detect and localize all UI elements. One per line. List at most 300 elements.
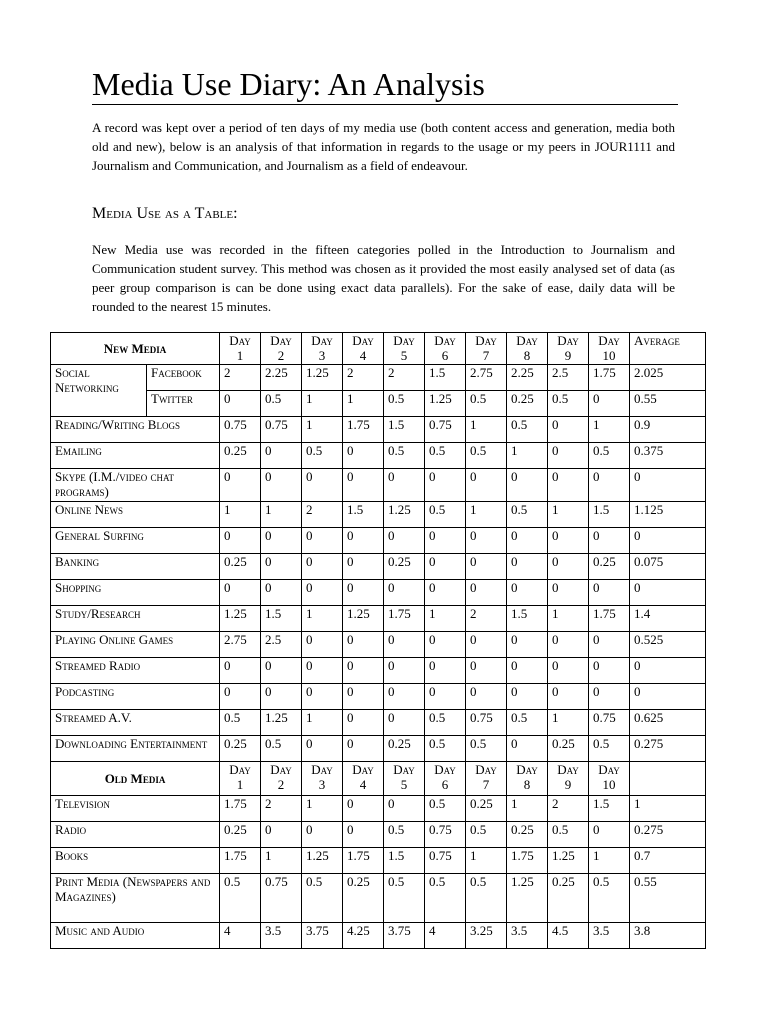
value-cell: 1.75 <box>220 848 261 874</box>
value-cell: 2.5 <box>548 365 589 391</box>
day-label: Day <box>229 762 251 777</box>
day-number: 4 <box>359 777 367 792</box>
value-cell: 1 <box>589 417 630 443</box>
table-row <box>51 822 706 848</box>
value-cell: 1 <box>548 606 589 632</box>
day-label: Day <box>229 333 251 348</box>
value-cell: 0 <box>507 632 548 658</box>
table-row <box>51 606 706 632</box>
day-label: Day <box>352 762 374 777</box>
day-number: 7 <box>482 777 490 792</box>
day-label: Day <box>598 333 620 348</box>
value-cell: 0 <box>466 632 507 658</box>
value-cell: 0 <box>507 658 548 684</box>
value-cell: 1.75 <box>343 417 384 443</box>
value-cell: 0.5 <box>220 874 261 923</box>
value-cell: 0 <box>548 580 589 606</box>
day-header <box>589 762 630 796</box>
value-cell: 0 <box>220 658 261 684</box>
value-cell: 0 <box>425 469 466 502</box>
value-cell: 0.5 <box>589 736 630 762</box>
value-cell: 0.25 <box>548 874 589 923</box>
value-cell: 0.5 <box>425 502 466 528</box>
value-cell: 1.75 <box>343 848 384 874</box>
average-cell: 0 <box>630 580 706 606</box>
day-header <box>220 333 261 365</box>
value-cell: 0 <box>302 528 343 554</box>
value-cell: 0 <box>384 528 425 554</box>
average-cell: 0 <box>630 658 706 684</box>
table-row <box>51 443 706 469</box>
row-label: Television <box>51 796 220 822</box>
value-cell: 0 <box>425 684 466 710</box>
day-number: 2 <box>277 348 285 363</box>
row-sublabel: Twitter <box>147 391 220 417</box>
value-cell: 0 <box>261 822 302 848</box>
value-cell: 0.75 <box>220 417 261 443</box>
value-cell: 0.25 <box>384 736 425 762</box>
day-number: 7 <box>482 348 490 363</box>
value-cell: 0 <box>384 796 425 822</box>
table-row <box>51 874 706 923</box>
value-cell: 0.75 <box>425 822 466 848</box>
value-cell: 0 <box>384 658 425 684</box>
table-row <box>51 923 706 949</box>
value-cell: 0 <box>343 684 384 710</box>
value-cell: 1.5 <box>384 848 425 874</box>
average-cell: 0 <box>630 469 706 502</box>
table-row <box>51 528 706 554</box>
day-header <box>507 762 548 796</box>
table-row <box>51 580 706 606</box>
value-cell: 0.5 <box>507 417 548 443</box>
value-cell: 0.5 <box>466 736 507 762</box>
row-label: Radio <box>51 822 220 848</box>
value-cell: 0.5 <box>507 710 548 736</box>
day-label: Day <box>311 762 333 777</box>
average-cell: 0.525 <box>630 632 706 658</box>
value-cell: 1.25 <box>302 365 343 391</box>
day-label: Day <box>475 762 497 777</box>
value-cell: 0 <box>589 528 630 554</box>
value-cell: 0 <box>425 632 466 658</box>
value-cell: 0 <box>220 391 261 417</box>
value-cell: 1.5 <box>589 502 630 528</box>
value-cell: 0.25 <box>220 736 261 762</box>
row-label: Skype (I.M./video chat programs) <box>51 469 220 502</box>
value-cell: 1 <box>302 391 343 417</box>
value-cell: 1 <box>302 606 343 632</box>
value-cell: 1 <box>261 502 302 528</box>
row-label: General Surfing <box>51 528 220 554</box>
day-label: Day <box>557 333 579 348</box>
section-heading: Media Use as a Table: <box>92 205 238 222</box>
value-cell: 0 <box>261 528 302 554</box>
value-cell: 0 <box>343 632 384 658</box>
average-cell: 1.4 <box>630 606 706 632</box>
value-cell: 0.5 <box>261 391 302 417</box>
value-cell: 0 <box>548 684 589 710</box>
value-cell: 0 <box>261 658 302 684</box>
value-cell: 1.5 <box>343 502 384 528</box>
row-label: Music and Audio <box>51 923 220 949</box>
day-number: 10 <box>602 777 616 792</box>
value-cell: 0 <box>548 528 589 554</box>
value-cell: 1.75 <box>589 365 630 391</box>
value-cell: 0 <box>548 658 589 684</box>
value-cell: 0 <box>507 528 548 554</box>
value-cell: 0 <box>384 710 425 736</box>
value-cell: 0 <box>302 658 343 684</box>
average-cell: 2.025 <box>630 365 706 391</box>
average-header: Average <box>630 333 706 365</box>
value-cell: 0 <box>466 554 507 580</box>
day-number: 4 <box>359 348 367 363</box>
day-number: 9 <box>564 348 572 363</box>
day-header <box>220 762 261 796</box>
value-cell: 0 <box>466 684 507 710</box>
value-cell: 0 <box>343 736 384 762</box>
value-cell: 0 <box>302 580 343 606</box>
day-number: 5 <box>400 348 408 363</box>
value-cell: 0 <box>589 580 630 606</box>
value-cell: 1.75 <box>589 606 630 632</box>
value-cell: 0 <box>548 443 589 469</box>
value-cell: 0 <box>302 684 343 710</box>
intro-paragraph: A record was kept over a period of ten days of my media use (both content access and generation, media both old and new), below is an analysis of that information in regards to the usage or my peers in JOUR1111 and Journalism and Communication, and Journalism as a field of endeavour. <box>92 120 675 173</box>
value-cell: 3.5 <box>507 923 548 949</box>
value-cell: 1 <box>302 417 343 443</box>
media-use-table <box>50 332 706 949</box>
value-cell: 0 <box>384 632 425 658</box>
value-cell: 1 <box>466 502 507 528</box>
value-cell: 1 <box>507 443 548 469</box>
value-cell: 2.75 <box>466 365 507 391</box>
day-number: 1 <box>236 348 244 363</box>
value-cell: 0.5 <box>220 710 261 736</box>
day-number: 2 <box>277 777 285 792</box>
value-cell: 1.5 <box>425 365 466 391</box>
value-cell: 0 <box>302 632 343 658</box>
value-cell: 0 <box>302 554 343 580</box>
value-cell: 0 <box>466 580 507 606</box>
value-cell: 0 <box>343 554 384 580</box>
value-cell: 0.25 <box>507 391 548 417</box>
value-cell: 0.25 <box>343 874 384 923</box>
value-cell: 0 <box>261 443 302 469</box>
old-media-heading: Old Media <box>51 762 220 796</box>
value-cell: 1.25 <box>507 874 548 923</box>
value-cell: 2.25 <box>507 365 548 391</box>
average-header <box>630 762 706 796</box>
value-cell: 2.25 <box>261 365 302 391</box>
value-cell: 0 <box>507 684 548 710</box>
average-cell: 0 <box>630 684 706 710</box>
value-cell: 1 <box>343 391 384 417</box>
table-row <box>51 848 706 874</box>
value-cell: 2 <box>384 365 425 391</box>
day-number: 10 <box>602 348 616 363</box>
value-cell: 0 <box>507 580 548 606</box>
value-cell: 0.5 <box>466 391 507 417</box>
value-cell: 3.75 <box>302 923 343 949</box>
value-cell: 0 <box>384 684 425 710</box>
value-cell: 0.5 <box>302 874 343 923</box>
day-number: 3 <box>318 777 326 792</box>
value-cell: 4 <box>220 923 261 949</box>
table-row <box>51 658 706 684</box>
value-cell: 0 <box>343 469 384 502</box>
day-label: Day <box>393 333 415 348</box>
value-cell: 1 <box>589 848 630 874</box>
value-cell: 3.75 <box>384 923 425 949</box>
value-cell: 1 <box>466 848 507 874</box>
value-cell: 0 <box>548 417 589 443</box>
value-cell: 0 <box>548 554 589 580</box>
value-cell: 0 <box>220 528 261 554</box>
day-header <box>261 762 302 796</box>
value-cell: 0 <box>343 580 384 606</box>
day-header <box>302 762 343 796</box>
value-cell: 0 <box>261 580 302 606</box>
value-cell: 1.25 <box>261 710 302 736</box>
value-cell: 0 <box>425 580 466 606</box>
day-number: 1 <box>236 777 244 792</box>
value-cell: 0 <box>343 710 384 736</box>
average-cell: 0.55 <box>630 391 706 417</box>
day-label: Day <box>393 762 415 777</box>
day-label: Day <box>311 333 333 348</box>
day-label: Day <box>434 762 456 777</box>
value-cell: 0.25 <box>220 554 261 580</box>
method-paragraph: New Media use was recorded in the fifteen categories polled in the Introduction to Journalism and Communication student survey. This method was chosen as it provided the most easily analysed set of data (as peer group comparison is can be done using exact data parallels). For the sake of ease, daily data will be rounded to the nearest 15 minutes. <box>92 242 675 314</box>
new-media-heading: New Media <box>51 333 220 365</box>
value-cell: 0.75 <box>425 848 466 874</box>
value-cell: 0 <box>220 684 261 710</box>
value-cell: 0.25 <box>220 822 261 848</box>
value-cell: 1.25 <box>220 606 261 632</box>
day-header <box>466 762 507 796</box>
value-cell: 0.5 <box>384 822 425 848</box>
table-row <box>51 391 706 417</box>
value-cell: 0 <box>466 528 507 554</box>
row-label: Reading/Writing Blogs <box>51 417 220 443</box>
average-cell: 0 <box>630 528 706 554</box>
value-cell: 0 <box>261 554 302 580</box>
day-number: 9 <box>564 777 572 792</box>
value-cell: 2 <box>548 796 589 822</box>
value-cell: 0.5 <box>466 443 507 469</box>
value-cell: 0.5 <box>384 874 425 923</box>
day-label: Day <box>270 762 292 777</box>
day-header <box>384 333 425 365</box>
table-row <box>51 365 706 391</box>
value-cell: 1.25 <box>384 502 425 528</box>
day-header <box>548 762 589 796</box>
value-cell: 0 <box>466 658 507 684</box>
value-cell: 4.5 <box>548 923 589 949</box>
table-row <box>51 417 706 443</box>
value-cell: 1.75 <box>220 796 261 822</box>
average-cell: 0.075 <box>630 554 706 580</box>
average-cell: 0.625 <box>630 710 706 736</box>
value-cell: 0.5 <box>425 874 466 923</box>
new-media-header-row <box>51 333 706 365</box>
table-row <box>51 736 706 762</box>
table-row <box>51 469 706 502</box>
value-cell: 4 <box>425 923 466 949</box>
value-cell: 0 <box>425 528 466 554</box>
value-cell: 0 <box>261 469 302 502</box>
average-cell: 0.375 <box>630 443 706 469</box>
day-number: 8 <box>523 348 531 363</box>
value-cell: 3.5 <box>261 923 302 949</box>
value-cell: 2 <box>302 502 343 528</box>
value-cell: 2.75 <box>220 632 261 658</box>
value-cell: 0 <box>589 391 630 417</box>
value-cell: 3.25 <box>466 923 507 949</box>
value-cell: 0 <box>220 469 261 502</box>
value-cell: 0.25 <box>507 822 548 848</box>
value-cell: 0 <box>302 469 343 502</box>
value-cell: 0.5 <box>466 874 507 923</box>
value-cell: 1 <box>548 710 589 736</box>
day-label: Day <box>352 333 374 348</box>
row-label: Books <box>51 848 220 874</box>
value-cell: 0 <box>425 554 466 580</box>
value-cell: 0 <box>302 822 343 848</box>
value-cell: 1.75 <box>507 848 548 874</box>
day-header <box>507 333 548 365</box>
day-header <box>466 333 507 365</box>
day-header <box>343 762 384 796</box>
row-label: Online News <box>51 502 220 528</box>
value-cell: 1 <box>302 796 343 822</box>
average-cell: 1.125 <box>630 502 706 528</box>
day-number: 8 <box>523 777 531 792</box>
value-cell: 1.25 <box>302 848 343 874</box>
average-cell: 0.275 <box>630 736 706 762</box>
value-cell: 3.5 <box>589 923 630 949</box>
value-cell: 0 <box>343 443 384 469</box>
value-cell: 1.5 <box>589 796 630 822</box>
value-cell: 0.75 <box>466 710 507 736</box>
value-cell: 0.5 <box>548 391 589 417</box>
row-label: Podcasting <box>51 684 220 710</box>
value-cell: 2 <box>466 606 507 632</box>
value-cell: 0 <box>589 469 630 502</box>
value-cell: 0 <box>384 469 425 502</box>
value-cell: 0 <box>589 822 630 848</box>
table-row <box>51 796 706 822</box>
value-cell: 0.5 <box>384 443 425 469</box>
day-header <box>302 333 343 365</box>
value-cell: 1 <box>425 606 466 632</box>
value-cell: 0 <box>507 554 548 580</box>
value-cell: 0.75 <box>589 710 630 736</box>
value-cell: 0 <box>220 580 261 606</box>
value-cell: 0 <box>548 632 589 658</box>
day-header <box>261 333 302 365</box>
day-label: Day <box>270 333 292 348</box>
row-sublabel: Facebook <box>147 365 220 391</box>
value-cell: 0.25 <box>589 554 630 580</box>
table-row <box>51 632 706 658</box>
day-header <box>589 333 630 365</box>
day-number: 5 <box>400 777 408 792</box>
day-header <box>343 333 384 365</box>
value-cell: 4.25 <box>343 923 384 949</box>
average-cell: 3.8 <box>630 923 706 949</box>
value-cell: 0.5 <box>425 443 466 469</box>
value-cell: 0 <box>343 822 384 848</box>
value-cell: 0 <box>343 658 384 684</box>
page-title: Media Use Diary: An Analysis <box>92 66 678 105</box>
value-cell: 0.5 <box>425 736 466 762</box>
value-cell: 0.25 <box>466 796 507 822</box>
value-cell: 1 <box>466 417 507 443</box>
value-cell: 2 <box>261 796 302 822</box>
row-label: Emailing <box>51 443 220 469</box>
value-cell: 0.75 <box>261 874 302 923</box>
day-header <box>548 333 589 365</box>
value-cell: 1.5 <box>507 606 548 632</box>
value-cell: 1.75 <box>384 606 425 632</box>
value-cell: 0 <box>425 658 466 684</box>
value-cell: 1 <box>261 848 302 874</box>
value-cell: 0.25 <box>220 443 261 469</box>
table-row <box>51 554 706 580</box>
value-cell: 0.5 <box>589 443 630 469</box>
value-cell: 0 <box>343 796 384 822</box>
row-label: Banking <box>51 554 220 580</box>
value-cell: 0 <box>589 632 630 658</box>
value-cell: 0.5 <box>466 822 507 848</box>
day-label: Day <box>557 762 579 777</box>
value-cell: 0.5 <box>384 391 425 417</box>
value-cell: 1.25 <box>425 391 466 417</box>
value-cell: 0.5 <box>425 796 466 822</box>
value-cell: 0.5 <box>589 874 630 923</box>
value-cell: 1.5 <box>384 417 425 443</box>
value-cell: 0.75 <box>261 417 302 443</box>
table-row <box>51 710 706 736</box>
value-cell: 1 <box>548 502 589 528</box>
old-media-header-row <box>51 762 706 796</box>
value-cell: 0 <box>384 580 425 606</box>
day-header <box>384 762 425 796</box>
day-label: Day <box>516 333 538 348</box>
day-number: 6 <box>441 777 449 792</box>
value-cell: 0.25 <box>384 554 425 580</box>
average-cell: 0.275 <box>630 822 706 848</box>
value-cell: 1.25 <box>343 606 384 632</box>
value-cell: 0 <box>466 469 507 502</box>
row-label: Playing Online Games <box>51 632 220 658</box>
day-header <box>425 333 466 365</box>
day-header <box>425 762 466 796</box>
row-label: Streamed Radio <box>51 658 220 684</box>
average-cell: 0.9 <box>630 417 706 443</box>
value-cell: 0 <box>589 658 630 684</box>
value-cell: 0 <box>507 469 548 502</box>
value-cell: 0 <box>507 736 548 762</box>
table-row <box>51 684 706 710</box>
row-label: Shopping <box>51 580 220 606</box>
value-cell: 0.5 <box>425 710 466 736</box>
value-cell: 0.5 <box>548 822 589 848</box>
value-cell: 2.5 <box>261 632 302 658</box>
